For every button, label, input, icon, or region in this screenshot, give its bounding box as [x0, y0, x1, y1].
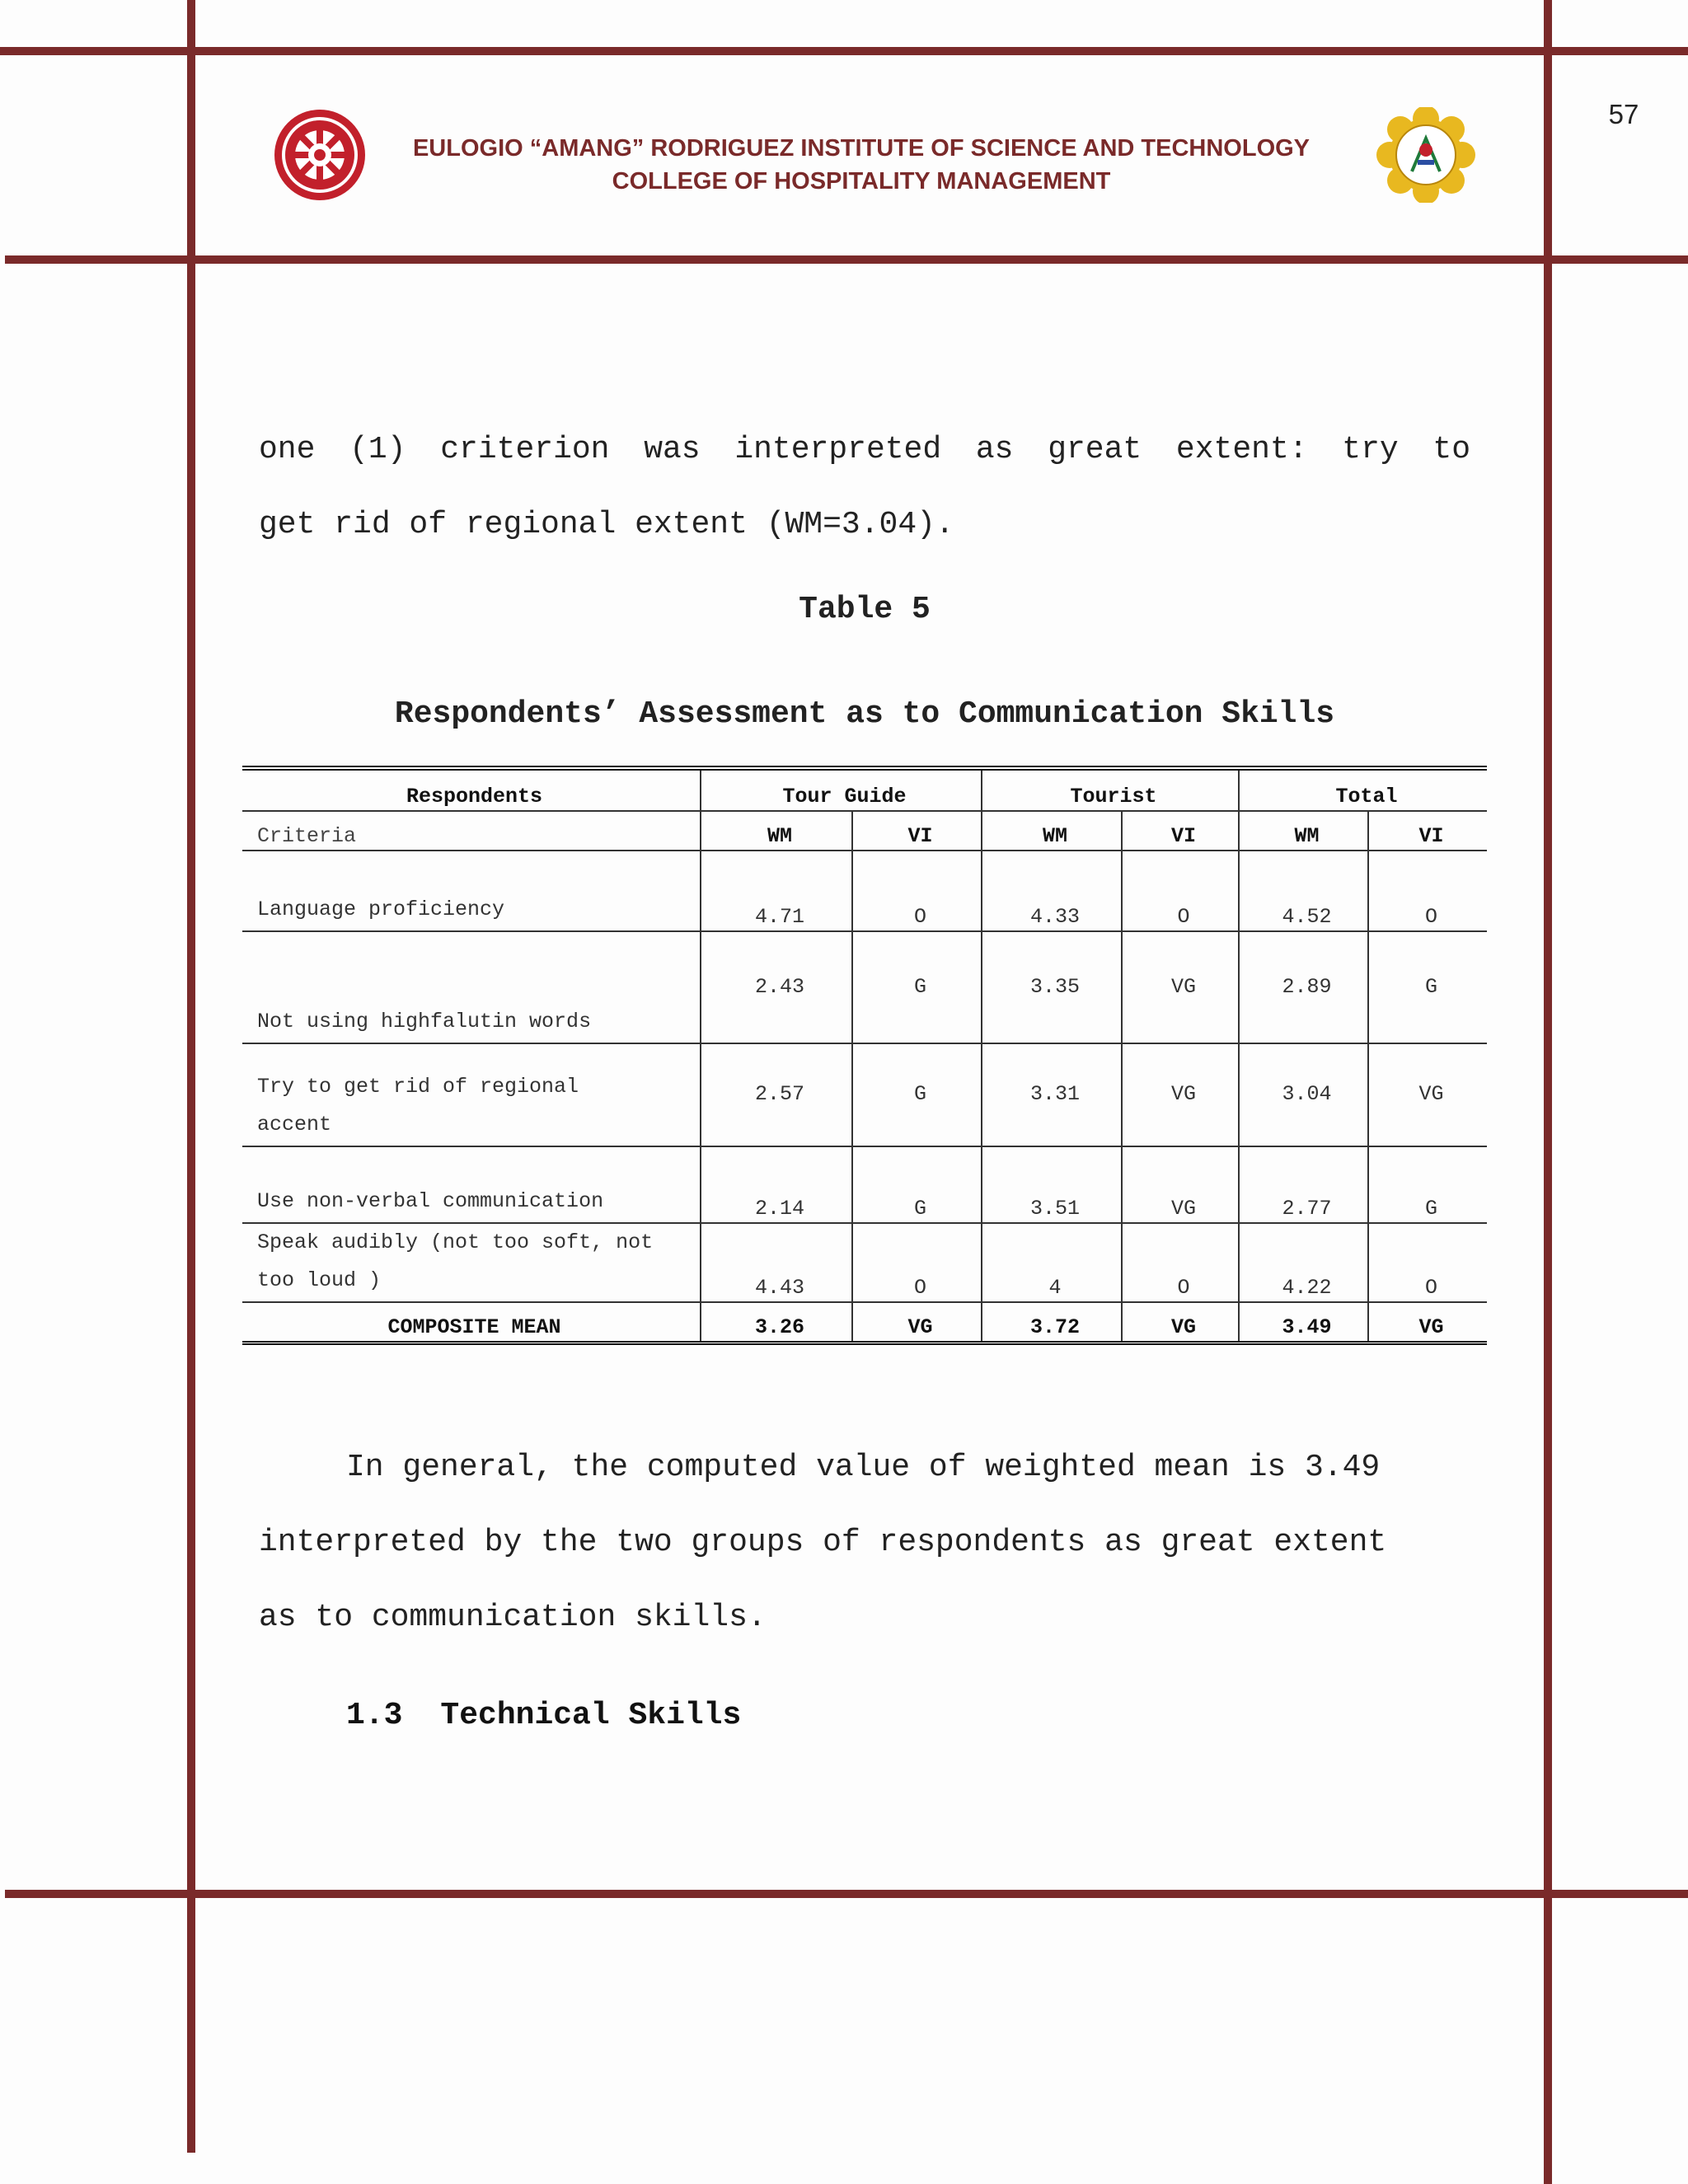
- composite-tour-guide-wm: 3.26: [701, 1302, 852, 1343]
- table-row: [242, 1223, 1487, 1302]
- table-row: [242, 931, 1487, 1043]
- tourist-vi-cell: VG: [1122, 1043, 1239, 1146]
- tourist-vi-cell: O: [1122, 851, 1239, 931]
- frame-right-rule: [1544, 0, 1552, 2184]
- composite-total-wm: 3.49: [1239, 1302, 1368, 1343]
- tourist-wm-cell: 3.51: [982, 1146, 1122, 1223]
- tourist-wm-cell: 4: [982, 1223, 1122, 1302]
- table-subheader-row: [242, 811, 1487, 851]
- composite-mean-row: [242, 1302, 1487, 1343]
- tour-guide-vi-header: VI: [852, 811, 982, 851]
- tour-guide-wm-cell: 2.14: [701, 1146, 852, 1223]
- table-row: [242, 1043, 1487, 1146]
- subsection-number: 1.3: [346, 1698, 403, 1733]
- tourist-vi-cell: VG: [1122, 1146, 1239, 1223]
- college-seal-logo: [1375, 107, 1477, 203]
- criteria-cell: Not using highfalutin words: [242, 931, 701, 1043]
- criteria-cell: Speak audibly (not too soft, not too loud ): [242, 1223, 701, 1302]
- table-row: [242, 1146, 1487, 1223]
- tourist-vi-header: VI: [1122, 811, 1239, 851]
- criteria-cell: Language proficiency: [242, 851, 701, 931]
- subsection-title: Technical Skills: [440, 1698, 742, 1733]
- tour-guide-vi-cell: G: [852, 931, 982, 1043]
- total-wm-cell: 2.89: [1239, 931, 1368, 1043]
- table-row: [242, 851, 1487, 931]
- tour-guide-vi-cell: O: [852, 851, 982, 931]
- total-wm-cell: 3.04: [1239, 1043, 1368, 1146]
- total-wm-cell: 4.52: [1239, 851, 1368, 931]
- tourist-header: Tourist: [982, 768, 1239, 811]
- tour-guide-vi-cell: G: [852, 1146, 982, 1223]
- tour-guide-wm-cell: 2.57: [701, 1043, 852, 1146]
- composite-mean-label: COMPOSITE MEAN: [387, 1315, 561, 1339]
- composite-tourist-wm: 3.72: [982, 1302, 1122, 1343]
- total-vi-header: VI: [1368, 811, 1487, 851]
- criteria-header: Criteria: [242, 811, 701, 851]
- intro-line-1: one (1) criterion was interpreted as great extent: try to: [259, 432, 1470, 467]
- frame-header-rule: [5, 255, 1688, 264]
- total-vi-cell: G: [1368, 1146, 1487, 1223]
- conclusion-line-1: In general, the computed value of weighted mean is 3.49: [346, 1450, 1381, 1485]
- frame-left-rule: [187, 0, 195, 2153]
- tourist-wm-cell: 4.33: [982, 851, 1122, 931]
- composite-tourist-vi: VG: [1122, 1302, 1239, 1343]
- total-wm-header: WM: [1239, 811, 1368, 851]
- frame-top-rule: [0, 47, 1688, 55]
- tourist-wm-cell: 3.35: [982, 931, 1122, 1043]
- intro-paragraph: [259, 412, 1470, 562]
- total-header: Total: [1239, 768, 1487, 811]
- total-vi-cell: VG: [1368, 1043, 1487, 1146]
- composite-total-vi: VG: [1368, 1302, 1487, 1343]
- criteria-cell: Use non-verbal communication: [242, 1146, 701, 1223]
- table-title: Respondents’ Assessment as to Communication Skills: [394, 696, 1335, 732]
- conclusion-line-2: interpreted by the two groups of respondents as great extent: [259, 1525, 1387, 1560]
- communication-skills-table: [242, 766, 1487, 1345]
- tour-guide-vi-cell: O: [852, 1223, 982, 1302]
- subsection-heading: [346, 1698, 741, 1733]
- tourist-vi-cell: O: [1122, 1223, 1239, 1302]
- intro-line-2: get rid of regional extent (WM=3.04).: [259, 507, 954, 542]
- page-number: 57: [1608, 99, 1639, 129]
- conclusion-line-3: as to communication skills.: [259, 1600, 767, 1635]
- tour-guide-header: Tour Guide: [701, 768, 982, 811]
- total-wm-cell: 4.22: [1239, 1223, 1368, 1302]
- conclusion-paragraph: [259, 1430, 1470, 1655]
- total-vi-cell: G: [1368, 931, 1487, 1043]
- table-header-row: [242, 768, 1487, 811]
- institution-name: EULOGIO “AMANG” RODRIGUEZ INSTITUTE OF SCIENCE AND TECHNOLOGY: [412, 135, 1311, 162]
- composite-tour-guide-vi: VG: [852, 1302, 982, 1343]
- total-wm-cell: 2.77: [1239, 1146, 1368, 1223]
- tour-guide-wm-header: WM: [701, 811, 852, 851]
- criteria-cell: Try to get rid of regional accent: [242, 1043, 701, 1146]
- respondents-header: Respondents: [242, 768, 701, 811]
- tour-guide-wm-cell: 4.43: [701, 1223, 852, 1302]
- institute-seal-logo: [272, 107, 368, 203]
- frame-footer-rule: [5, 1890, 1688, 1898]
- document-header: [379, 132, 1343, 198]
- tour-guide-wm-cell: 2.43: [701, 931, 852, 1043]
- total-vi-cell: O: [1368, 1223, 1487, 1302]
- college-name: COLLEGE OF HOSPITALITY MANAGEMENT: [612, 168, 1111, 194]
- tour-guide-vi-cell: G: [852, 1043, 982, 1146]
- table-number: Table 5: [799, 592, 931, 627]
- tourist-wm-cell: 3.31: [982, 1043, 1122, 1146]
- tourist-wm-header: WM: [982, 811, 1122, 851]
- total-vi-cell: O: [1368, 851, 1487, 931]
- tour-guide-wm-cell: 4.71: [701, 851, 852, 931]
- tourist-vi-cell: VG: [1122, 931, 1239, 1043]
